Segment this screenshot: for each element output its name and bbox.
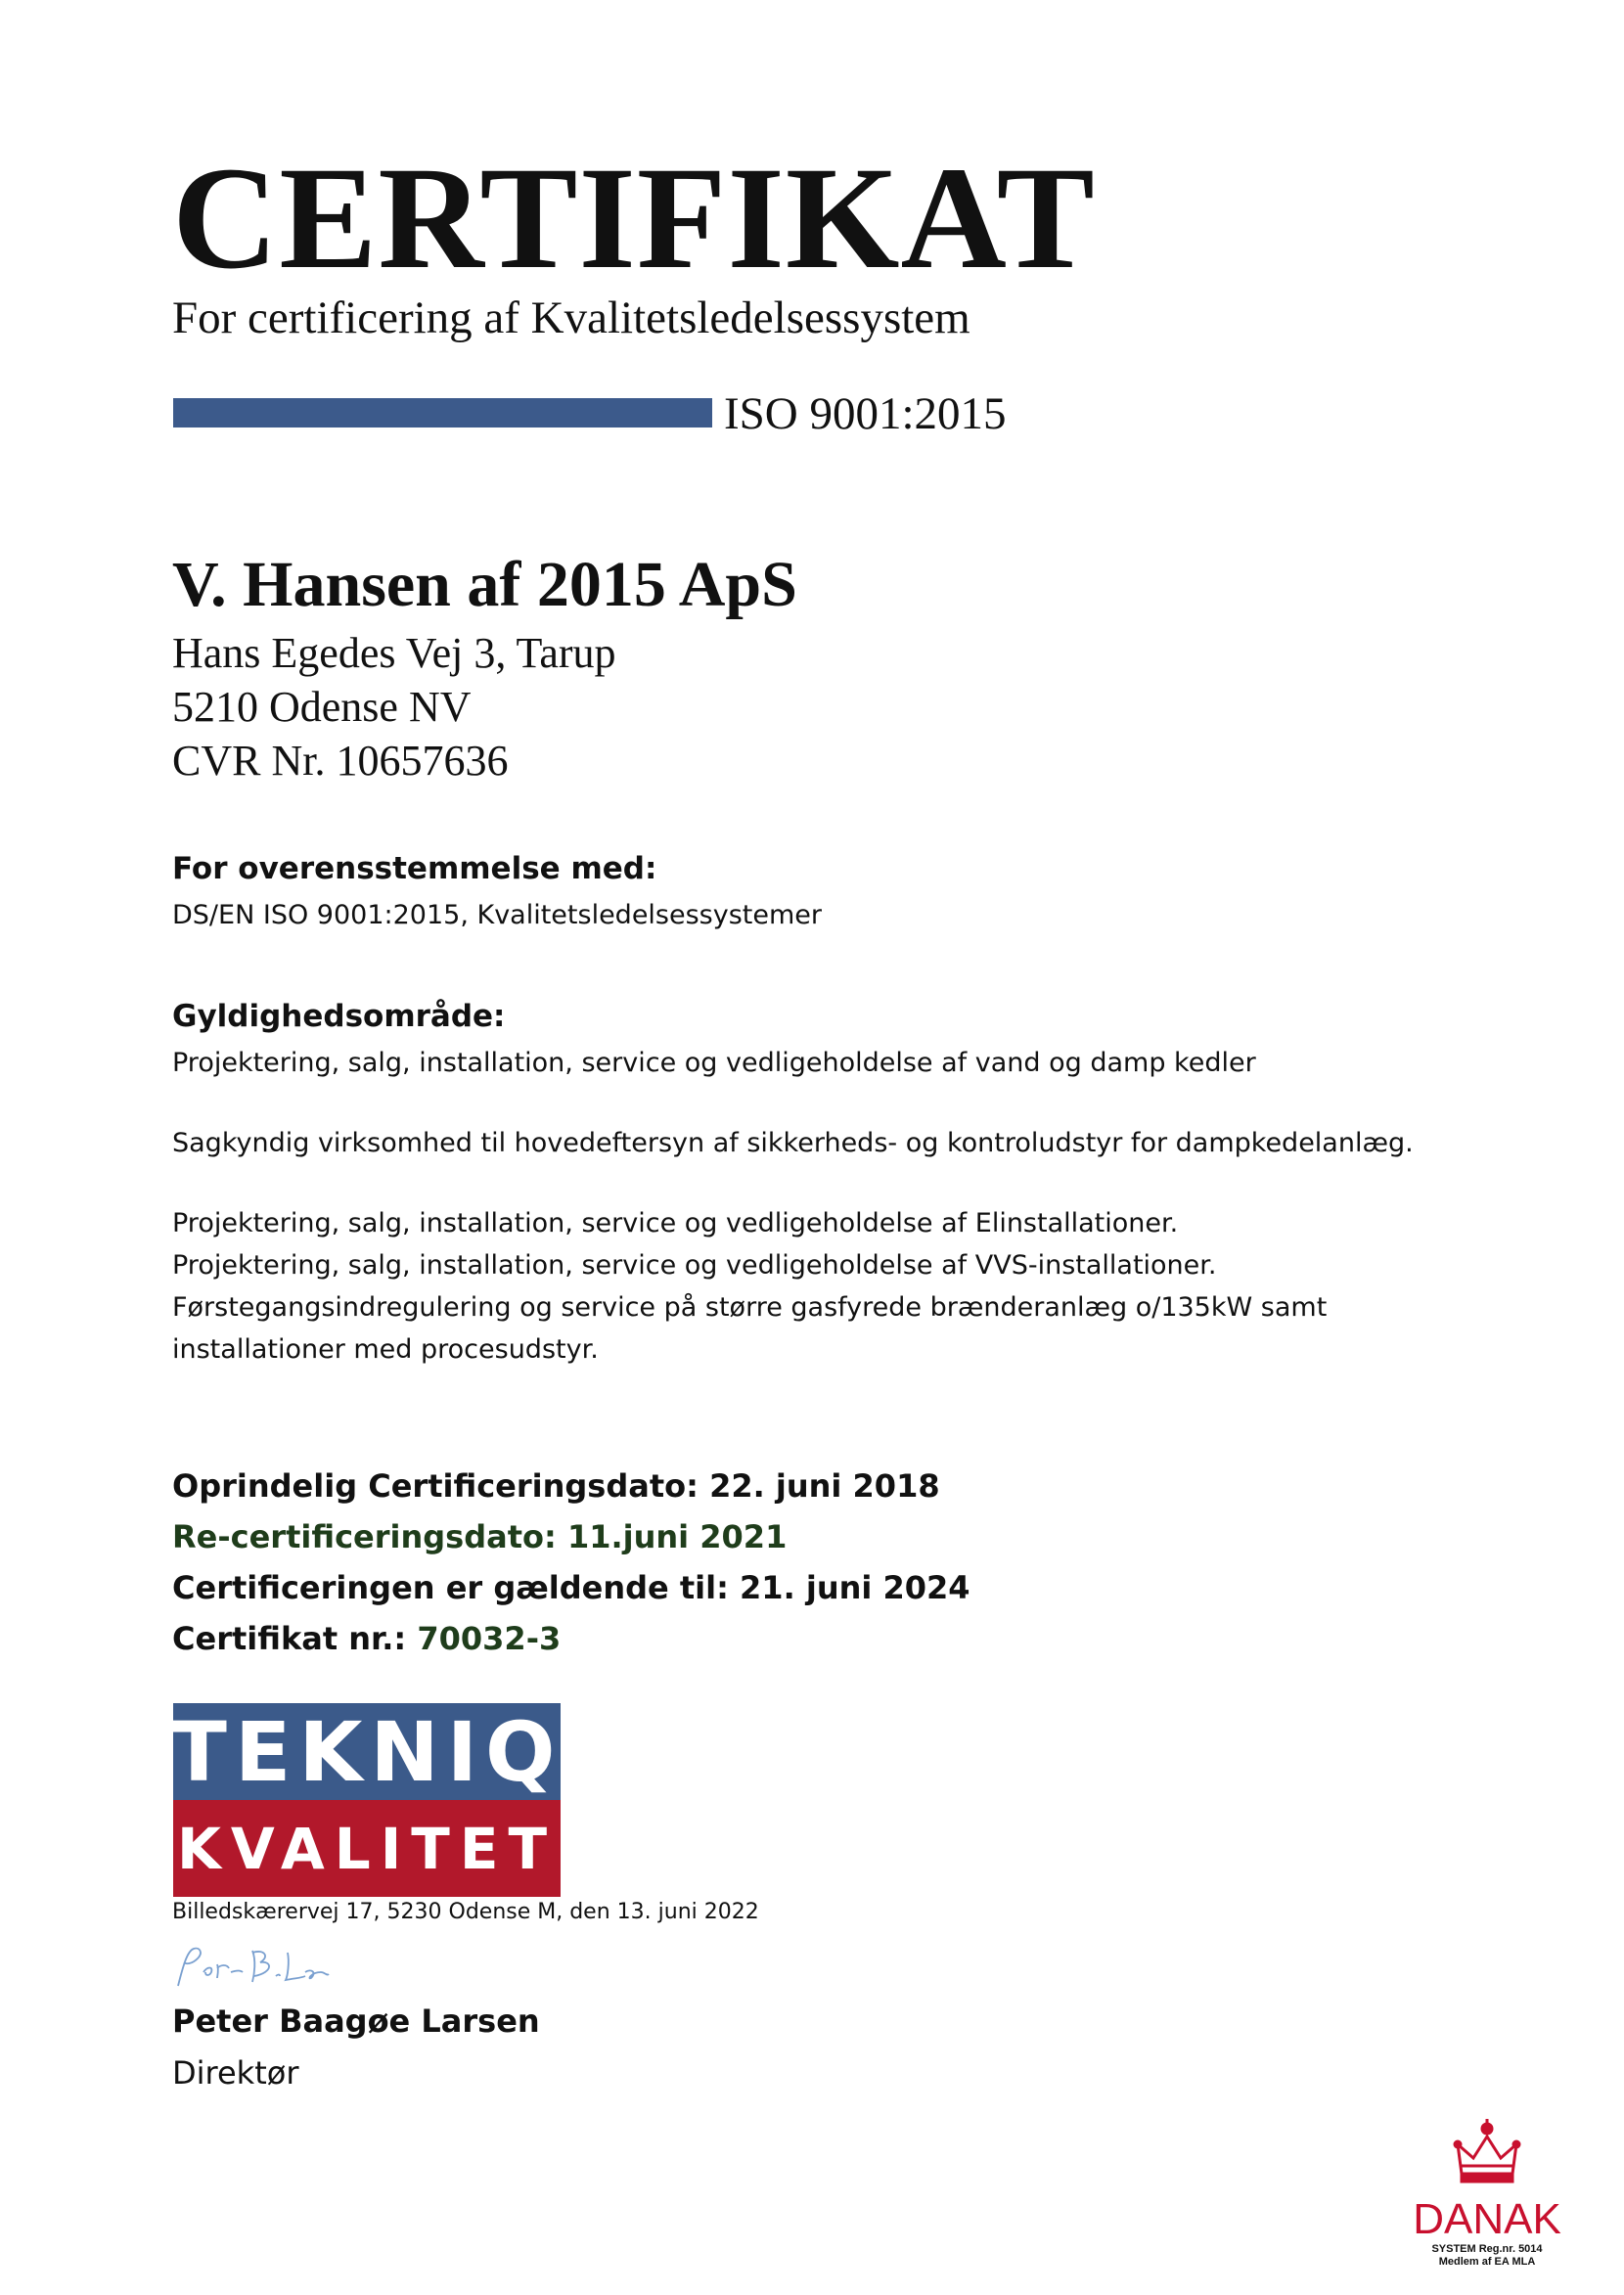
certificate-number-label: Certifikat nr.: — [172, 1620, 418, 1657]
danak-membership: Medlem af EA MLA — [1438, 2256, 1536, 2268]
danak-reg-number: SYSTEM Reg.nr. 5014 — [1431, 2243, 1543, 2255]
certificate-number — [172, 1620, 562, 1657]
signer-name: Peter Baagøe Larsen — [172, 2002, 540, 2040]
accent-bar — [173, 398, 712, 428]
danak-name: DANAK — [1413, 2195, 1561, 2243]
valid-until-date: Certificeringen er gældende til: 21. juni 2024 — [172, 1569, 970, 1606]
company-address-line2: 5210 Odense NV — [172, 683, 472, 731]
conformity-heading: For overensstemmelse med: — [172, 851, 657, 886]
scope-heading: Gyldighedsområde: — [172, 999, 506, 1034]
scope-line: Sagkyndig virksomhed til hovedeftersyn af sikkerheds- og kontroludstyr for dampkedelanlæg. — [172, 1128, 1414, 1158]
company-cvr: CVR Nr. 10657636 — [172, 737, 509, 785]
company-name: V. Hansen af 2015 ApS — [172, 549, 797, 620]
recertification-date: Re-certificeringsdato: 11.juni 2021 — [172, 1518, 788, 1555]
scope-line: Projektering, salg, installation, service og vedligeholdelse af VVS-installationer. — [172, 1250, 1217, 1281]
danak-accreditation-mark — [1399, 2105, 1575, 2281]
original-certification-date: Oprindelig Certificeringsdato: 22. juni 2018 — [172, 1467, 940, 1505]
signature-image — [174, 1943, 331, 1992]
logo-top-text: TEKNIQ — [170, 1703, 564, 1800]
certificate-subtitle: For certificering af Kvalitetsledelsessystem — [172, 292, 970, 343]
scope-line: Projektering, salg, installation, service og vedligeholdelse af Elinstallationer. — [172, 1208, 1179, 1238]
scope-line: Førstegangsindregulering og service på større gasfyrede brænderanlæg o/135kW samt — [172, 1292, 1328, 1323]
crown-icon — [1455, 2119, 1519, 2182]
tekniq-kvalitet-logo — [170, 1703, 564, 1897]
logo-bottom-text: KVALITET — [173, 1800, 561, 1897]
scope-line: installationer med procesudstyr. — [172, 1334, 599, 1365]
conformity-text: DS/EN ISO 9001:2015, Kvalitetsledelsessystemer — [172, 900, 823, 930]
signer-role: Direktør — [172, 2054, 299, 2092]
scope-line: Projektering, salg, installation, service og vedligeholdelse af vand og damp kedler — [172, 1048, 1256, 1078]
iso-standard: ISO 9001:2015 — [724, 388, 1007, 439]
issuer-address-date: Billedskærervej 17, 5230 Odense M, den 13. juni 2022 — [172, 1900, 759, 1924]
certificate-title: CERTIFIKAT — [172, 137, 1096, 299]
company-address-line1: Hans Egedes Vej 3, Tarup — [172, 629, 616, 677]
certificate-number-value: 70032-3 — [417, 1620, 562, 1657]
